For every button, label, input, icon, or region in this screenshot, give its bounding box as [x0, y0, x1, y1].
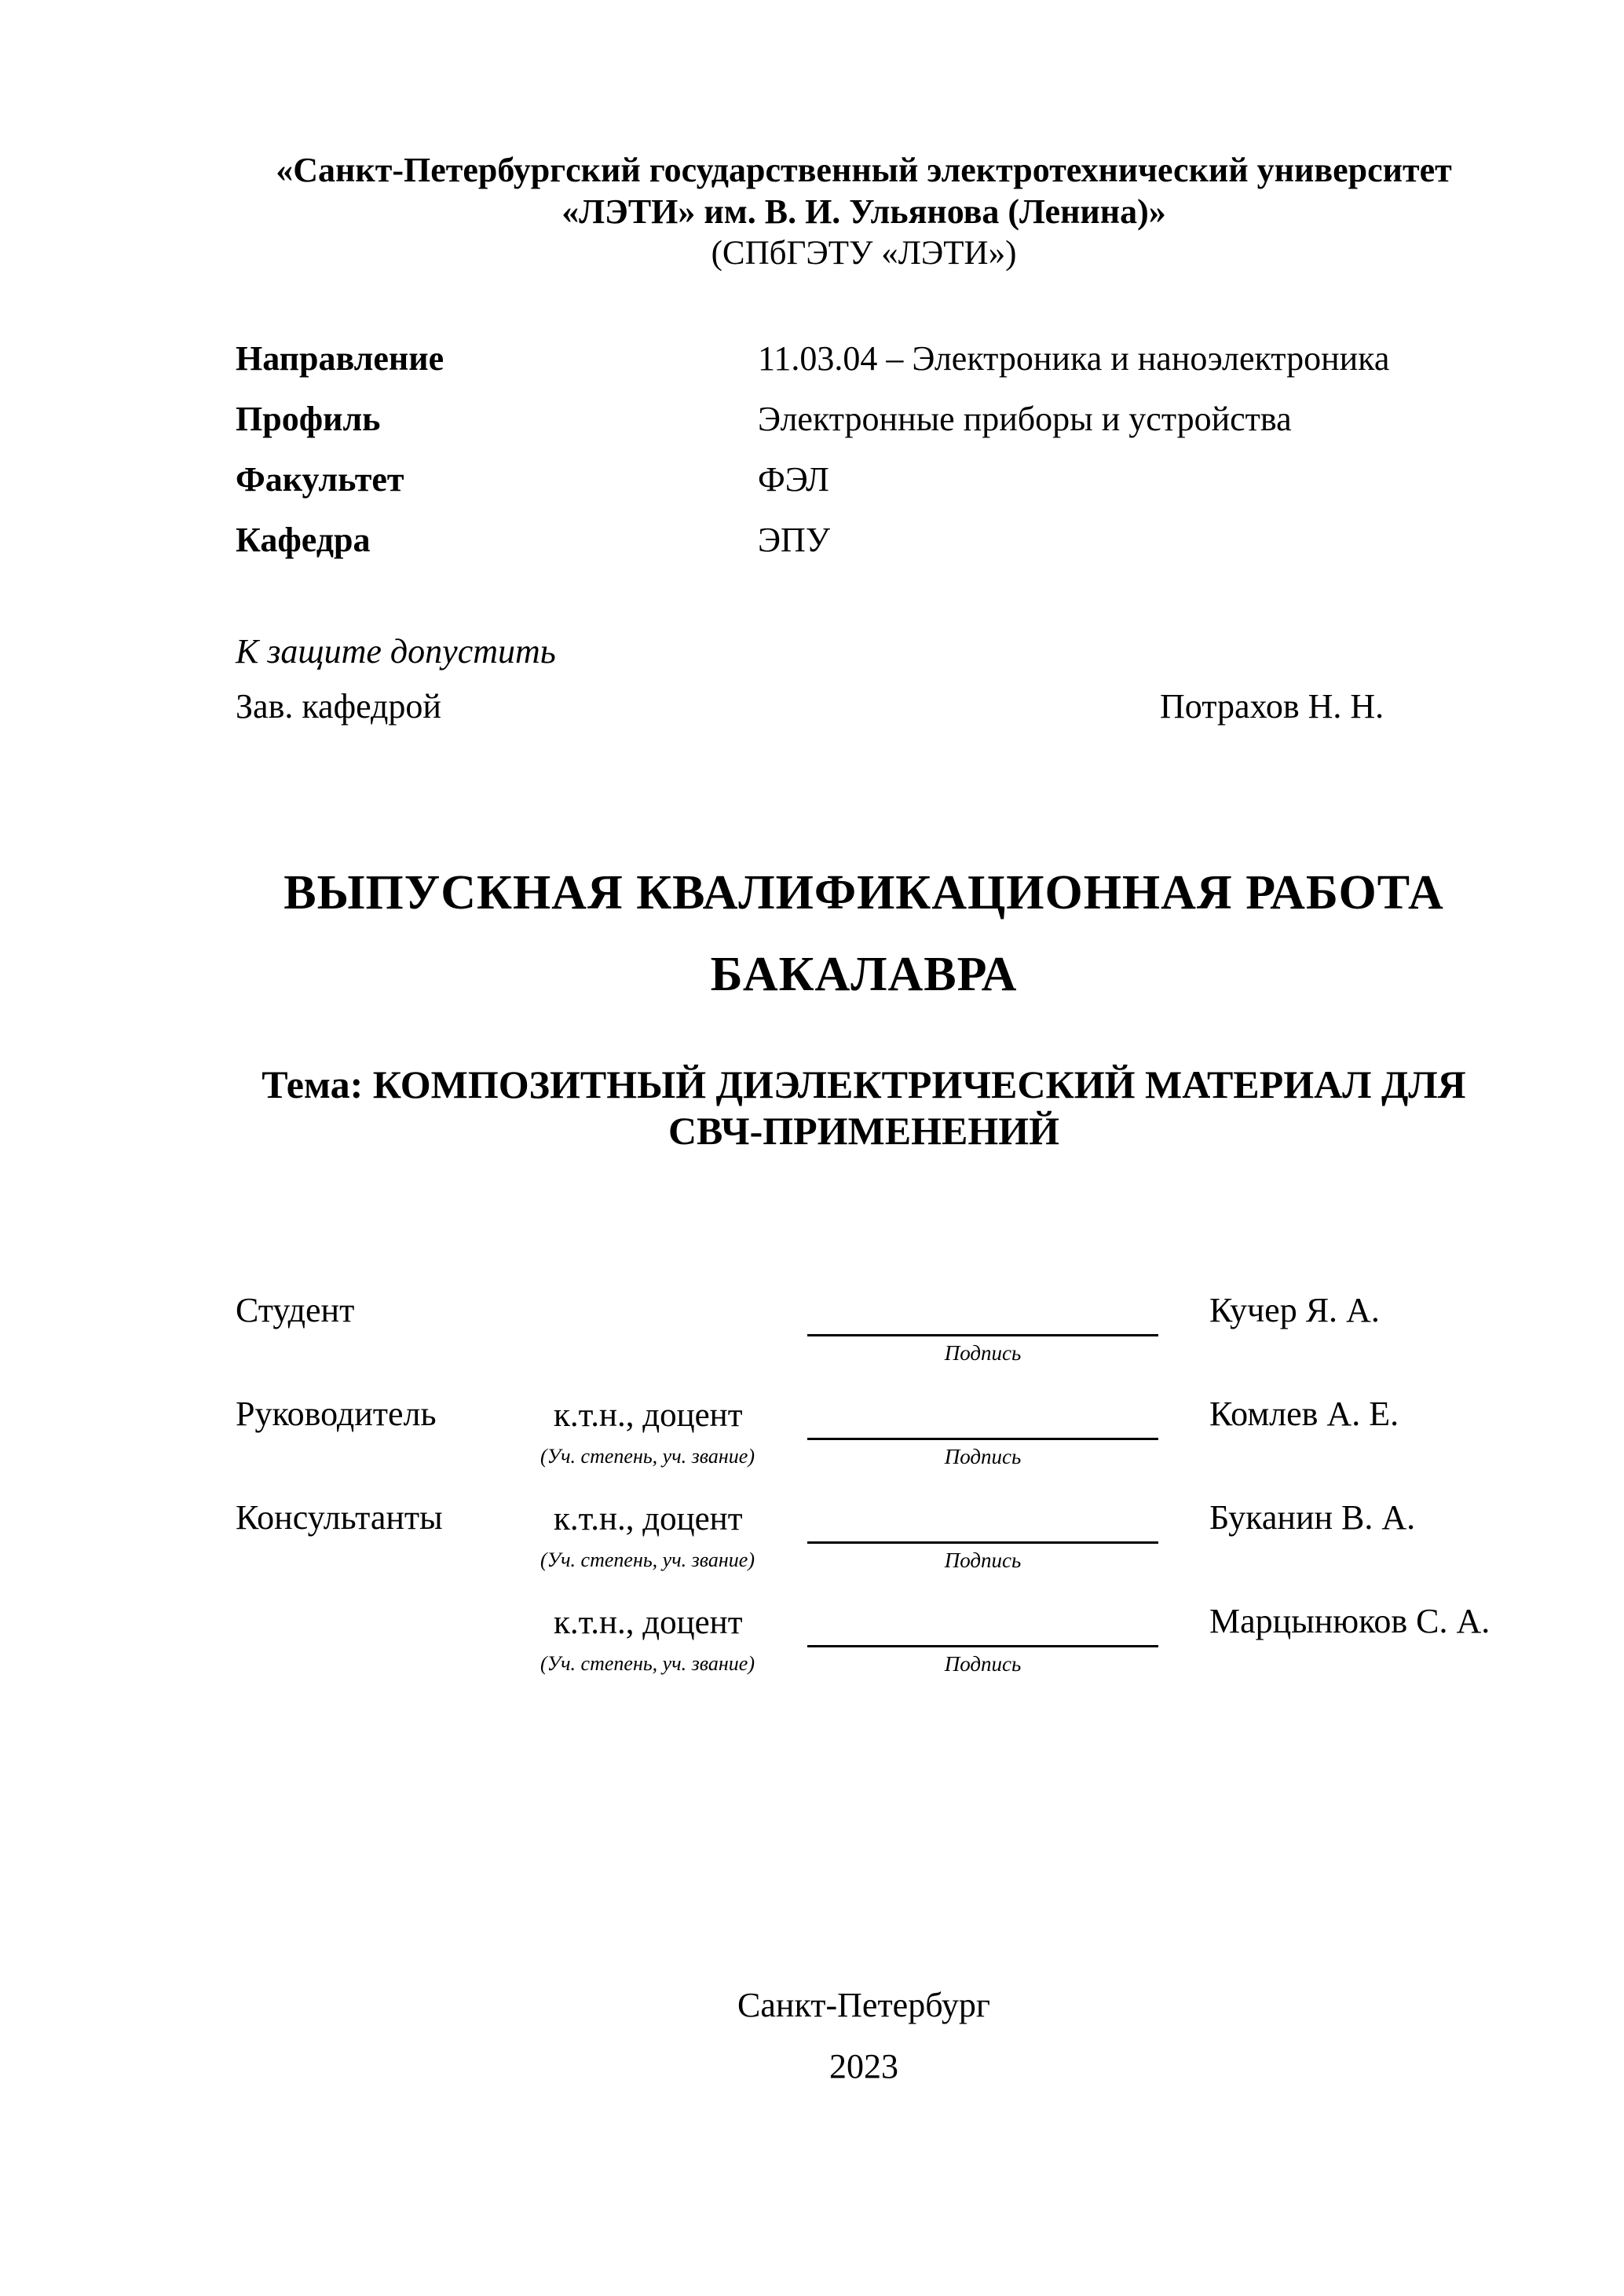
signature-row-student: [236, 1291, 1624, 1395]
signature-degree: к.т.н., доцент: [554, 1604, 743, 1641]
signature-caption: Подпись: [944, 1548, 1022, 1572]
signature-role: Студент: [236, 1291, 355, 1329]
signature-caption: Подпись: [944, 1445, 1022, 1468]
admission-note: К защите допустить: [236, 632, 556, 671]
program-fields: [236, 339, 1571, 581]
department-head-role: Зав. кафедрой: [236, 687, 441, 726]
university-name-line2: «ЛЭТИ» им. В. И. Ульянова (Ленина)»: [561, 192, 1166, 231]
field-row-profile: [236, 400, 1571, 460]
page-title-line1: ВЫПУСКНАЯ КВАЛИФИКАЦИОННАЯ РАБОТА: [283, 866, 1444, 919]
signature-line: [807, 1395, 1158, 1440]
page-title-line2: БАКАЛАВРА: [710, 948, 1018, 1001]
field-value: Электронные приборы и устройства: [758, 400, 1292, 438]
department-head-row: [236, 687, 1571, 726]
university-abbreviation: (СПбГЭТУ «ЛЭТИ»): [711, 235, 1017, 272]
page-title: [236, 852, 1492, 1015]
footer: [236, 1975, 1492, 2097]
field-row-direction: [236, 339, 1571, 400]
field-label: Факультет: [236, 460, 404, 499]
signature-name: Буканин В. А.: [1209, 1498, 1416, 1537]
signature-line: [807, 1291, 1158, 1336]
field-value: ФЭЛ: [758, 460, 829, 499]
signature-row-supervisor: [236, 1395, 1624, 1498]
field-row-faculty: [236, 460, 1571, 521]
signature-row-consultant-2: [236, 1602, 1624, 1706]
thesis-theme-line2: СВЧ-ПРИМЕНЕНИЙ: [668, 1109, 1060, 1153]
field-label: Кафедра: [236, 521, 371, 559]
university-header: [236, 149, 1492, 274]
field-value: ЭПУ: [758, 521, 830, 559]
footer-year: 2023: [829, 2047, 898, 2086]
signature-degree: к.т.н., доцент: [554, 1397, 743, 1434]
signature-degree-note: (Уч. степень, уч. звание): [540, 1445, 755, 1468]
signature-name: Марцынюков С. А.: [1209, 1602, 1490, 1640]
signature-caption: Подпись: [944, 1341, 1022, 1365]
signature-name: Комлев А. Е.: [1209, 1395, 1399, 1433]
thesis-theme: [236, 1062, 1492, 1154]
signature-degree-note: (Уч. степень, уч. звание): [540, 1652, 755, 1675]
signature-line: [807, 1498, 1158, 1544]
field-label: Профиль: [236, 400, 381, 438]
signature-caption: Подпись: [944, 1652, 1022, 1676]
department-head-name: Потрахов Н. Н.: [1160, 687, 1384, 726]
signature-name: Кучер Я. А.: [1209, 1291, 1380, 1329]
signature-line: [807, 1602, 1158, 1647]
thesis-theme-line1: Тема: КОМПОЗИТНЫЙ ДИЭЛЕКТРИЧЕСКИЙ МАТЕРИАЛ ДЛЯ: [262, 1062, 1466, 1106]
field-label: Направление: [236, 339, 444, 378]
signature-role: Консультанты: [236, 1498, 443, 1537]
signature-degree: к.т.н., доцент: [554, 1501, 743, 1537]
footer-city: Санкт-Петербург: [737, 1986, 990, 2024]
signature-role: Руководитель: [236, 1395, 437, 1433]
field-value: 11.03.04 – Электроника и наноэлектроника: [758, 339, 1390, 378]
university-name-line1: «Санкт-Петербургский государственный электротехнический университет: [276, 151, 1452, 189]
field-row-department: [236, 521, 1571, 581]
signature-row-consultant-1: [236, 1498, 1624, 1602]
signature-block: [236, 1291, 1624, 1706]
signature-degree-note: (Уч. степень, уч. звание): [540, 1548, 755, 1571]
